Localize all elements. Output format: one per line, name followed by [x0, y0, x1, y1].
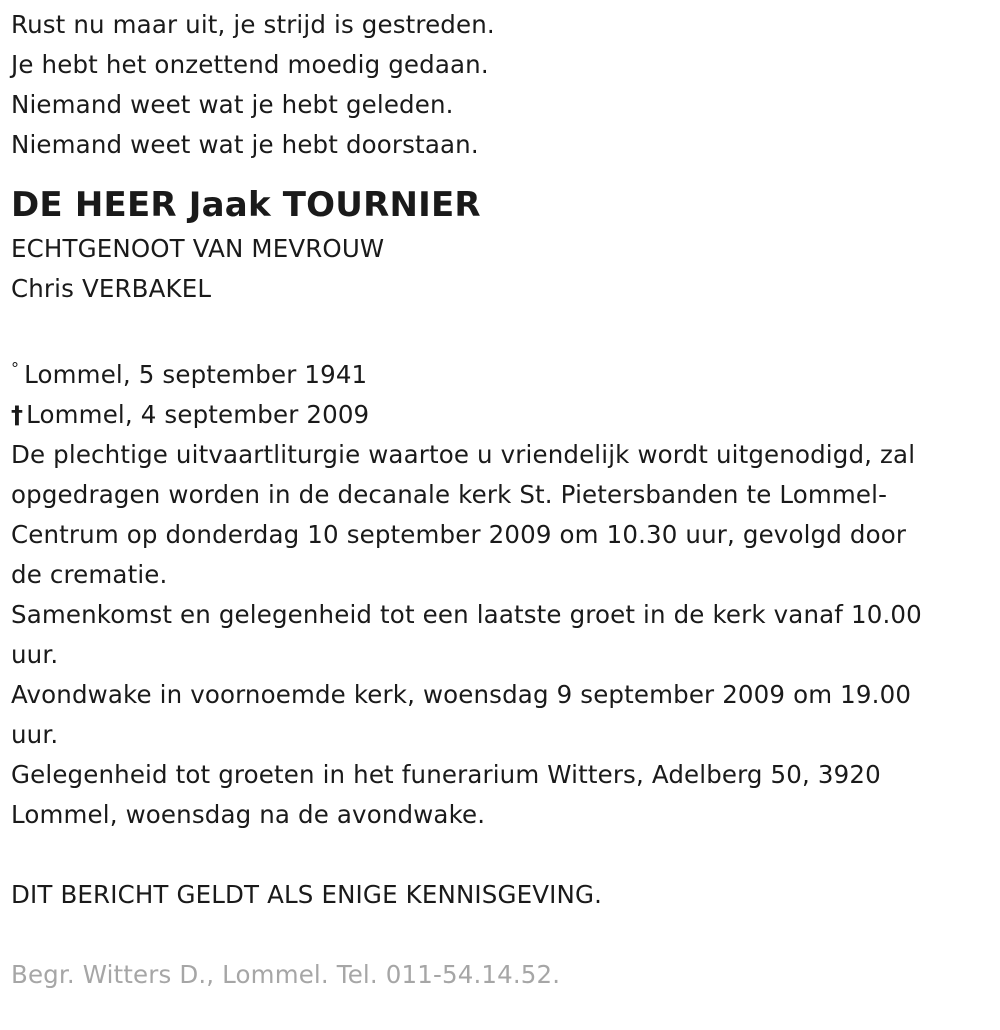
death-line: [11, 395, 1000, 435]
undertaker-footer: Begr. Witters D., Lommel. Tel. 011-54.14.52.: [11, 960, 561, 989]
spacer: [11, 309, 1000, 349]
spouse-title: ECHTGENOOT VAN MEVROUW: [11, 234, 385, 263]
spacer: [11, 915, 1000, 955]
birth-symbol: °: [11, 359, 20, 378]
body-line: opgedragen worden in de decanale kerk St. Pietersbanden te Lommel-: [11, 480, 888, 509]
birth-line: [11, 349, 1000, 395]
poem: [11, 5, 1000, 165]
body-line: Avondwake in voornoemde kerk, woensdag 9 september 2009 om 19.00: [11, 680, 912, 709]
body-line: uur.: [11, 640, 59, 669]
birth-date: Lommel, 5 september 1941: [24, 360, 368, 389]
body-line: Centrum op donderdag 10 september 2009 om 10.30 uur, gevolgd door: [11, 520, 907, 549]
funeral-details: [11, 435, 1000, 835]
body-line: Lommel, woensdag na de avondwake.: [11, 800, 486, 829]
spouse-name: Chris VERBAKEL: [11, 274, 212, 303]
spacer: [11, 835, 1000, 875]
body-line: Samenkomst en gelegenheid tot een laatste groet in de kerk vanaf 10.00: [11, 600, 922, 629]
notice-statement: DIT BERICHT GELDT ALS ENIGE KENNISGEVING.: [11, 880, 603, 909]
death-date: Lommel, 4 september 2009: [26, 400, 370, 429]
poem-line: Rust nu maar uit, je strijd is gestreden.: [11, 10, 495, 39]
body-line: de crematie.: [11, 560, 168, 589]
poem-line: Je hebt het onzettend moedig gedaan.: [11, 50, 489, 79]
body-line: Gelegenheid tot groeten in het funerarium Witters, Adelberg 50, 3920: [11, 760, 881, 789]
cross-icon: †: [11, 401, 24, 429]
body-line: uur.: [11, 720, 59, 749]
poem-line: Niemand weet wat je hebt geleden.: [11, 90, 454, 119]
body-line: De plechtige uitvaartliturgie waartoe u vriendelijk wordt uitgenodigd, zal: [11, 440, 916, 469]
poem-line: Niemand weet wat je hebt doorstaan.: [11, 130, 479, 159]
deceased-name: DE HEER Jaak TOURNIER: [11, 185, 481, 225]
